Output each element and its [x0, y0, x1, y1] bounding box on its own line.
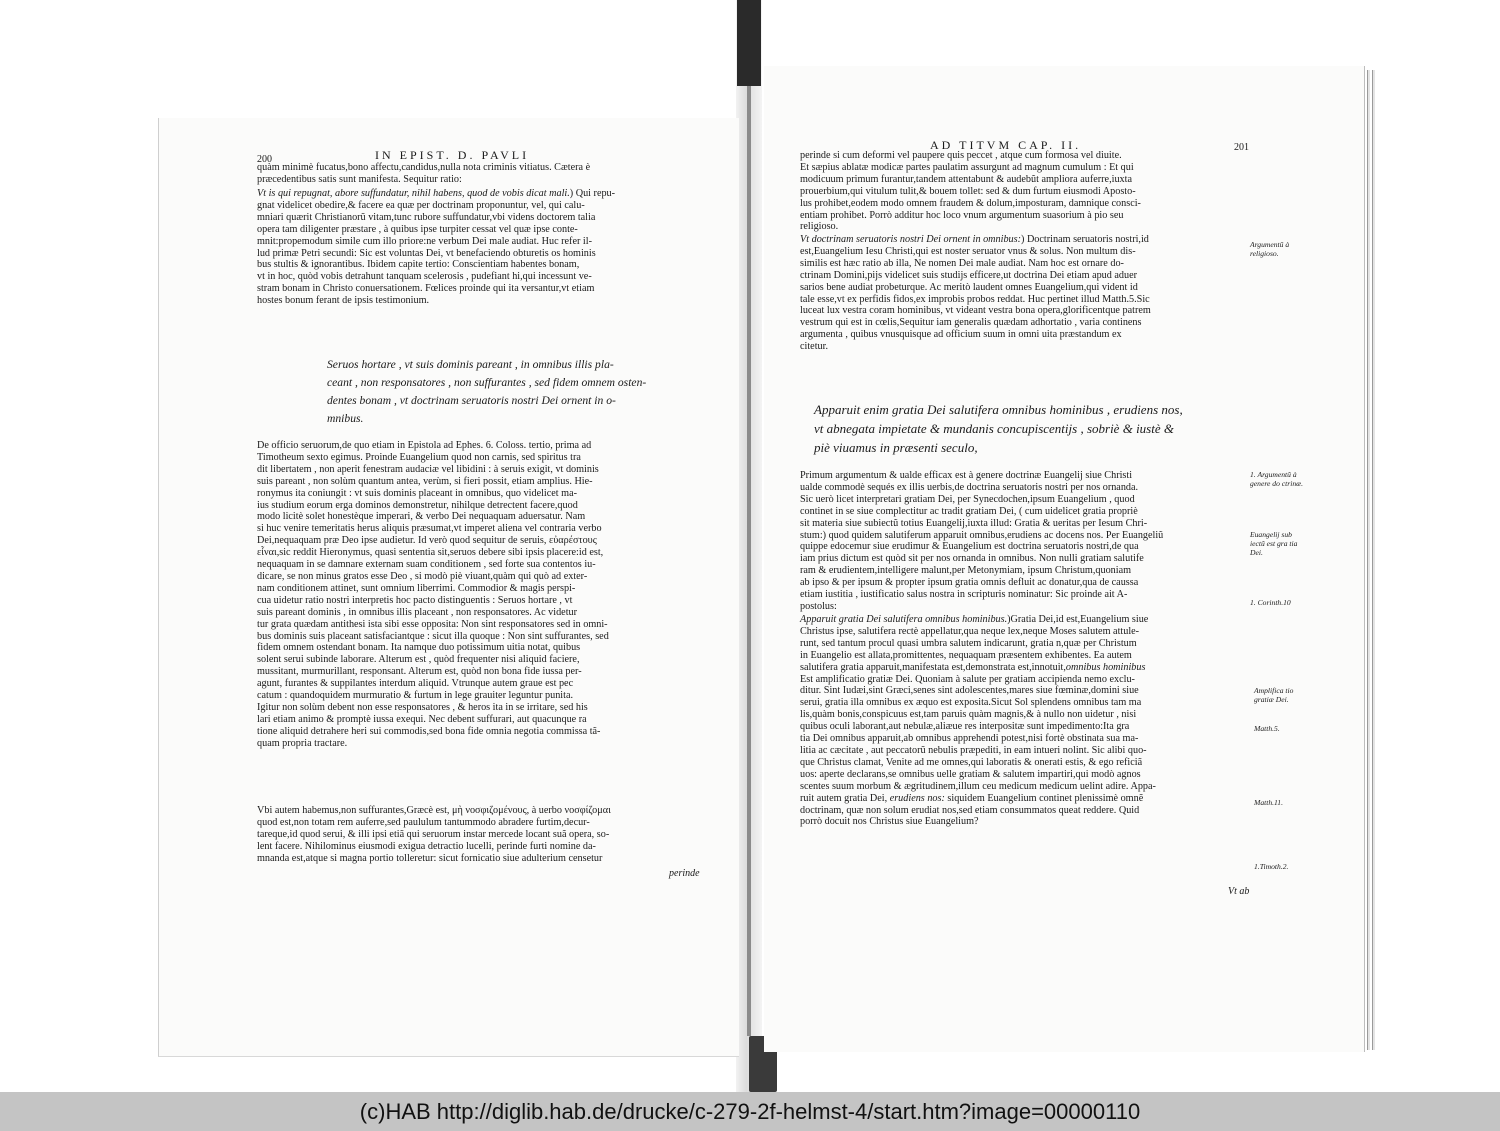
text-line: lari etiam animo & promptè iussa exequi. Nec debent suffurari, aut quacunque ra — [257, 713, 587, 725]
text-line: mnanda est,atque si magna portio tolleretur: sicut fornicatio siue adulterium censetur — [257, 852, 603, 864]
text-line: bus stultis & ignorantibus. Ibidem capite tertio: Conscientiam habentes bonam, — [257, 259, 580, 271]
text-line: ) Doctrinam seruatoris nostri,id — [1021, 234, 1149, 245]
text-line: lud primæ Petri secundi: Sic est voluntas Dei, vt benefaciendo obturetis os hominis — [257, 247, 596, 259]
scripture-lemma: Apparuit gratia Dei salutifera omnibus hominibus. — [800, 614, 1008, 625]
text-line: opera tam diligenter præstare , à quibus ipse turpiter cessat vel quæ ipse conte- — [257, 223, 578, 235]
text-line: Et sæpius ablatæ modicæ partes paulatim assurgunt ad magnum cumulum : Et qui — [800, 161, 1134, 173]
text-line: citetur. — [800, 341, 829, 353]
left-page — [158, 118, 739, 1057]
margin-note: 1.Timoth.2. — [1254, 862, 1289, 871]
text-line: salutifera gratia apparuit,manifestata est,demonstrata est,innotuit, — [800, 661, 1066, 673]
text-line: Vbi autem habemus,non suffurantes,Græcè est, μὴ νοσφιζομένους, à uerbo νοσφίζομαι — [257, 805, 611, 816]
right-page — [764, 66, 1365, 1052]
left-scripture-verse — [327, 356, 671, 428]
verse-line: Apparuit enim gratia Dei salutifera omnibus hominibus , erudiens nos, — [814, 402, 1183, 417]
text-line: scentes suum morbum & ægritudinem,illum ceu medicum medicum uelint adire. Appa- — [800, 780, 1156, 792]
text-line: ditur. Sint Iudæi,sint Græci,senes sint adolescentes,mares siue fœminæ,domini siue — [800, 685, 1139, 697]
text-line: εἶναι,sic reddit Hieronymus, quasi sententia sit,seruos debere sibi ipsis placere:id est, — [257, 547, 604, 559]
text-line: etiam iustitia , iustificatio salus nostra in scripturis nominatur: Sic proinde ait A- — [800, 589, 1128, 601]
text-line: modo licitè solet honestèque imperari, & verbo Dei nequaquam aduersatur. Nam — [257, 511, 586, 523]
text-line: hostes bonum ferant de ipsis testimonium. — [257, 295, 430, 307]
text-line: Igitur non solùm debent non esse responsatores , & heros ita in se irritare, sed his — [257, 701, 588, 713]
text-line: postolus: — [800, 600, 837, 612]
text-line: cua uidetur ratio nostri interpretis hoc pacto distinguentis : Seruos hortare , vt — [257, 594, 573, 606]
text-line: ctrinam Domini,pijs videlicet suis studijs efficere,ut doctrina Dei etiam apud aduer — [800, 269, 1138, 281]
left-running-header: IN EPIST. D. PAVLI — [375, 148, 530, 162]
text-line: ualde commodè sequés ex illis uerbis,de doctrina seruatoris nostri per nos ornanda. — [800, 481, 1139, 493]
text-line: quibus oculi laborant,aut nebulæ,aliæue res interpositæ sunt impedimento:Ita gra — [800, 721, 1130, 733]
text-line: similis est hæc ratio ab illa, Ne nomen Dei male audiat. Nam hoc est ornare do- — [800, 257, 1124, 269]
text-line: solent serui subinde laborare. Alterum est , quòd frequenter nisi aliquid faciere, — [257, 654, 580, 666]
text-line: doctrinam, quæ non solum erudiat nos,sed etiam consummatos queat reddere. Quid — [800, 804, 1140, 816]
text-line: mnit:propemodum simile cum illo priore:ne verbum Dei male audiat. Huc refer il- — [257, 235, 592, 247]
text-line: sit materia siue subiectũ totius Euangelij,iuxta illud: Gratia & ueritas per Iesum Chri- — [800, 517, 1148, 529]
text-line: agunt, furantes & suppilantes interdum aliquid. Vtrunque autem graue est pec — [257, 678, 574, 690]
text-line: ruit autem gratia Dei, — [800, 792, 888, 804]
text-line: ) Qui repu- — [569, 188, 616, 199]
scripture-lemma: Vt is qui repugnat, abore suffundatur, nihil habens, quod de vobis dicat mali. — [257, 188, 570, 199]
text-line: quippe edocemur siue erudimur & Euangelium est doctrina seruatoris nostri,de qua — [800, 541, 1139, 553]
text-line: religioso. — [800, 221, 839, 233]
text-line: nequaquam in se damnare externam suam conditionem , sed forte sua contentos iu- — [257, 559, 596, 571]
text-line: tale esse,vt ex perfidis fidos,ex improbis probos reddat. Huc pertinet illud Matth.5.Sic — [800, 293, 1150, 305]
left-paragraph-3 — [257, 440, 707, 750]
text-line: gnat videlicet obedire,& facere ea quæ per doctrinam proponuntur, vel, qui calu- — [257, 199, 585, 211]
text-line: ronymus ita coniungit : vt suis dominis placeant in omnibus, quo videlicet ma- — [257, 487, 578, 499]
right-page-number: 201 — [1234, 142, 1249, 153]
text-line: quam propria tractare. — [257, 737, 348, 749]
text-line: ram & erudientem,intelligere malunt,per Metonymiam, ipsum Christum,quoniam — [800, 565, 1132, 577]
right-paragraph-1 — [800, 150, 1240, 233]
text-line: lis,quàm bonis,conspicuus est,tam paruis quàm magnis,& à nullo non uidetur , nisi — [800, 709, 1137, 721]
text-line: luceat lux vestra coram hominibus, vt videant vestra bona opera,glorificentque patrem — [800, 305, 1151, 317]
verse-line: ceant , non responsatores , non suffurantes , sed fidem omnem osten- — [327, 376, 647, 389]
emphasis-text: omnibus hominibus — [1065, 661, 1146, 673]
text-line: lent facere. Nihilominus eiusmodi exigua detractio lucelli, perinde furti nomine da- — [257, 840, 596, 852]
text-line: porrò docuit nos Christus siue Euangelium? — [800, 816, 979, 828]
verse-line: vt abnegata impietate & mundanis concupiscentijs , sobriè & iustè & — [814, 421, 1174, 436]
text-line: Sic uerò licet interpretari gratiam Dei, per Synecdochen,ipsum Euangelium , quod — [800, 493, 1135, 505]
text-line: est,Euangelium Iesu Christi,qui est noster seruator vnus & solus. Non multum dis- — [800, 245, 1136, 257]
text-line: tur grata quædam antithesi ista sibi esse opposita: Non sint responsatores sed in omni- — [257, 618, 608, 630]
text-line: uos: aperte declarans,se omnibus uelle gratiam & salutem impartiri,qui modò agnos — [800, 768, 1141, 780]
right-running-header: AD TITVM CAP. II. — [930, 138, 1082, 152]
right-paragraph-3 — [800, 470, 1240, 613]
text-line: mussitant, murmurillant, responsant. Alterum est, quòd non bona fide iussa per- — [257, 666, 582, 678]
text-line: Timotheum sexto egimus. Proinde Euangelium quod non carnis, sed spiritus tra — [257, 451, 581, 463]
right-catchword: Vt ab — [1228, 886, 1250, 897]
text-line: vestrum qui est in cœlis,Sequitur iam generalis quædam adhortatio , varia continens — [800, 317, 1142, 329]
text-line: argumenta , quibus vnusquisque ad officium suum in omni uita præstandum ex — [800, 329, 1122, 341]
text-line: in Euangelio est allata,promittentes, nequaquam præsentem exhibentes. Ea autem — [800, 649, 1132, 661]
right-paragraph-2 — [800, 234, 1240, 353]
verse-line: piè viuamus in præsenti seculo, — [814, 440, 978, 455]
text-line: stum:) quod quidem salutiferum apparuit omnibus,erudiens ac docens nos. Per Euangeliũ — [800, 529, 1164, 541]
text-line: tareque,id quod serui, & illi ipsi etiã qui seruorum instar mercede locant suã opera, so- — [257, 828, 610, 840]
text-line: nam conditionem attinet, sunt omnium liberrimi. Commodior & magis perspi- — [257, 582, 576, 594]
margin-note: Matth.11. — [1254, 798, 1283, 807]
margin-note: 1. Argumentũ à genere do ctrinæ. — [1250, 470, 1304, 488]
text-line: dicare, se non minus gratos esse Deo , si modò piè viuant,quàm qui quò ad exter- — [257, 570, 588, 582]
text-line: serui, gratia illa omnibus ex æquo est exposita.Sicut Sol splendens omnibus tam ma — [800, 697, 1142, 709]
text-line: modicuum primum furantur,tandem attentabunt & audebũt ampliora auferre,iuxta — [800, 173, 1132, 185]
text-line: litia ac cæcitate , aut peccatorũ nebulis præpediti, in eam intueri nolint. Sic alibi quo- — [800, 744, 1147, 756]
right-paragraph-4 — [800, 614, 1240, 828]
text-line: fidem omnem ostendant bonam. Ita namque duo potissimum uitia notat, quibus — [257, 642, 581, 654]
text-line: que Christus clamat, Venite ad me omnes,qui laboratis & onerati estis, & ego reficiã — [800, 756, 1143, 768]
text-line: )Gratia Dei,id est,Euangelium siue — [1007, 614, 1149, 625]
margin-note: Argumentũ à religioso. — [1250, 240, 1290, 258]
text-line: ius studium eorum erga dominos demonstretur, nihilque detrectent facere,quod — [257, 499, 578, 511]
verse-line: mnibus. — [327, 412, 364, 425]
text-line: continet in se siue complectitur ac tradit gratiam Dei, ( cum uidelicet gratia propriè — [800, 505, 1138, 517]
text-line: stram bonam in Christo conuersationem. Fœlices proinde qui ita versantur,vt etiam — [257, 283, 595, 295]
scripture-lemma: Vt doctrinam seruatoris nostri Dei ornent in omnibus: — [800, 234, 1022, 245]
text-line: suis pareant , non solùm quantum antea, verùm, si fieri possit, etiam amplius. Hie- — [257, 475, 593, 487]
text-line: bus dominis suis placeant satisfaciantque : sicut illa quoque : Non sint suffurantes, sed — [257, 630, 609, 642]
text-line: entiam prohibet. Porrò additur hoc loco vnum argumentum suasorium à pio seu — [800, 209, 1124, 221]
text-line: quàm minimè fucatus,bono affectu,candidus,nulla nota criminis vitiatus. Cætera è — [257, 162, 591, 173]
left-paragraph-2 — [257, 188, 705, 307]
text-line: iam prius dictum est quòd sit per nos ornanda in omnibus. Non nulli gratiam salutife — [800, 553, 1144, 565]
text-line: præcedentibus satis sunt manifesta. Sequitur ratio: — [257, 173, 462, 185]
text-line: Dei,nequaquam præ Deo ipse audietur. Id verò quod sequitur de seruis, εὐαρέστους — [257, 535, 597, 547]
text-line: Primum argumentum & ualde efficax est à genere doctrinæ Euangelij siue Christi — [800, 470, 1133, 481]
text-line: lus prohibet,eodem modo omnem fraudem & dolum,imposturam, damnique consci- — [800, 197, 1141, 209]
margin-note: Euangelij sub iectũ est gra tia Dei. — [1250, 530, 1298, 557]
left-paragraph-4 — [257, 805, 707, 865]
margin-note: 1. Corinth.10 — [1250, 598, 1291, 607]
text-line: Est amplificatio gratiæ Dei. Quoniam à salute per gratiam accipienda nemo exclu- — [800, 673, 1135, 685]
text-line: tia Dei omnibus apparuit,ab omnibus apprehendi potest,nisi fortè obstinata sua ma- — [800, 733, 1139, 745]
top-clip — [737, 0, 761, 86]
margin-note: Matth.5. — [1254, 724, 1280, 733]
text-line: catum : quandoquidem murmuratio & furtum in lege grauiter leguntur punita. — [257, 690, 574, 702]
source-credit-footer: (c)HAB http://diglib.hab.de/drucke/c-279-2f-helmst-4/start.htm?image=00000110 — [0, 1092, 1500, 1131]
emphasis-text: erudiens nos: — [889, 792, 945, 804]
text-line: runt, sed tantum procul quasi umbra salutem indicarunt, gratia n,quæ per Christum — [800, 637, 1137, 649]
text-line: vt in hoc, quòd vobis detrahunt tanquam scelerosis , pudefiant hi,qui incessunt ve- — [257, 271, 592, 283]
text-line: quod est,non totam rem auferre,sed paululum tantummodo abradere furtim,decur- — [257, 816, 590, 828]
text-line: perinde si cum deformi vel paupere quis peccet , atque cum formosa vel diuite. — [800, 150, 1122, 161]
text-line: dit libertatem , non aperit fenestram audaciæ vel libidini : à seruis exigit, vt dominis — [257, 463, 599, 475]
text-line: siquidem Euangelium continet plenissimè omnẽ — [947, 792, 1144, 804]
left-page-number: 200 — [257, 154, 272, 165]
text-line: suis pareant dominis , in omnibus illis placeant , non responsatores. Ac videtur — [257, 606, 578, 618]
text-line: si huc venire temeritatis herus aliquis præsumat,vt imperet aliena vel contraria verbo — [257, 523, 602, 535]
text-line: mniari quærit Christianorũ vitam,tunc rubore suffundatur,vbi videns doctorem talia — [257, 211, 596, 223]
left-paragraph-1 — [257, 162, 705, 186]
text-line: prouerbium,qui vitulum tulit,& bouem tollet: sed & dum furtum eiusmodi Aposto- — [800, 185, 1136, 197]
margin-note: Amplifica tio gratiæ Dei. — [1254, 686, 1294, 704]
text-line: De officio seruorum,de quo etiam in Epistola ad Ephes. 6. Coloss. tertio, prima ad — [257, 440, 592, 451]
verse-line: Seruos hortare , vt suis dominis pareant , in omnibus illis pla- — [327, 358, 614, 371]
text-line: ab ipso & per ipsum & propter ipsum gratia omnis defluit ac donatur,qua de caussa — [800, 577, 1139, 589]
text-line: sarios bene audiat probeturque. Ac meritò laudent omnes Euangelium,qui vident id — [800, 281, 1138, 293]
text-line: Christus ipse, salutifera rectè appellatur,qua neque lex,neque Moses salutem attule- — [800, 625, 1140, 637]
verse-line: dentes bonam , vt doctrinam seruatoris nostri Dei ornent in o- — [327, 394, 616, 407]
right-scripture-verse — [814, 400, 1244, 457]
left-catchword: perinde — [669, 868, 700, 879]
text-line: tione aliquid detrahere heri sui commodis,sed bona fide omnia negotia commissa tã- — [257, 725, 601, 737]
page-holder-rod — [747, 86, 751, 1036]
